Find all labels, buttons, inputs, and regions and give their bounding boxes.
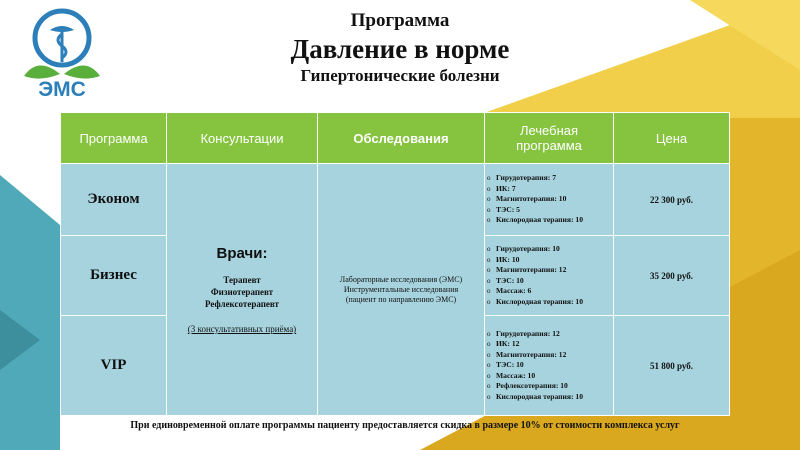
procedures-cell-economy bbox=[485, 164, 614, 236]
doctors-title: Врачи: bbox=[216, 245, 268, 262]
exam-line: (пациент по направлению ЭМС) bbox=[345, 294, 457, 304]
tier-name-vip: VIP bbox=[61, 316, 167, 416]
procedure-item: o Массаж: 6 bbox=[496, 286, 613, 297]
exam-line: Инструментальные исследования bbox=[343, 284, 459, 294]
discount-note: При единовременной оплате программы пациенту предоставляется скидка в размере 10% от стоимости комплекса услуг bbox=[130, 420, 680, 431]
column-header-consultations: Консультации bbox=[167, 113, 318, 164]
program-label: Программа bbox=[350, 10, 450, 31]
program-table bbox=[60, 112, 730, 416]
logo-text: ЭМС bbox=[38, 78, 86, 101]
price-economy: 22 300 руб. bbox=[614, 164, 730, 236]
consultations-cell bbox=[167, 164, 318, 416]
procedure-item: o Кислородная терапия: 10 bbox=[496, 392, 613, 403]
bg-teal-left-shape bbox=[0, 175, 60, 450]
procedure-list bbox=[485, 244, 613, 307]
procedure-item: o ИК: 12 bbox=[496, 339, 613, 350]
procedure-item: o Массаж: 10 bbox=[496, 371, 613, 382]
price-vip: 51 800 руб. bbox=[614, 316, 730, 416]
column-header-examinations: Обследования bbox=[318, 113, 485, 164]
tier-name-business: Бизнес bbox=[61, 236, 167, 316]
examinations-cell bbox=[318, 164, 485, 416]
procedure-item: o Гирудотерапия: 7 bbox=[496, 173, 613, 184]
procedure-item: o Магнитотерапия: 10 bbox=[496, 194, 613, 205]
procedure-item: o Кислородная терапия: 10 bbox=[496, 215, 613, 226]
table-header-row bbox=[61, 113, 730, 164]
column-header-price: Цена bbox=[614, 113, 730, 164]
procedure-item: o ИК: 10 bbox=[496, 255, 613, 266]
procedure-item: o ТЭС: 10 bbox=[496, 360, 613, 371]
doctor-item: Физиотерапевт bbox=[210, 287, 274, 297]
page-header bbox=[140, 8, 660, 88]
procedure-item: o Рефлексотерапия: 10 bbox=[496, 381, 613, 392]
procedure-item: o ТЭС: 10 bbox=[496, 276, 613, 287]
page-subtitle: Гипертонические болезни bbox=[300, 66, 500, 85]
procedure-item: o Магнитотерапия: 12 bbox=[496, 350, 613, 361]
procedures-cell-business bbox=[485, 236, 614, 316]
procedure-list bbox=[485, 173, 613, 226]
exam-line: Лабораторные исследования (ЭМС) bbox=[339, 274, 463, 284]
procedure-list bbox=[485, 329, 613, 403]
procedure-item: o Гирудотерапия: 10 bbox=[496, 244, 613, 255]
column-header-treatment: Лечебная программа bbox=[485, 113, 614, 164]
procedure-item: o ИК: 7 bbox=[496, 184, 613, 195]
column-header-program: Программа bbox=[61, 113, 167, 164]
page-title: Давление в норме bbox=[290, 34, 510, 64]
table-row bbox=[61, 164, 730, 236]
tier-name-economy: Эконом bbox=[61, 164, 167, 236]
price-business: 35 200 руб. bbox=[614, 236, 730, 316]
consultations-note: (3 консультативных приёма) bbox=[187, 324, 297, 334]
procedures-cell-vip bbox=[485, 316, 614, 416]
procedure-item: o ТЭС: 5 bbox=[496, 205, 613, 216]
doctor-item: Терапевт bbox=[223, 275, 261, 285]
doctor-item: Рефлексотерапевт bbox=[205, 299, 279, 309]
procedure-item: o Кислородная терапия: 10 bbox=[496, 297, 613, 308]
procedure-item: o Гирудотерапия: 12 bbox=[496, 329, 613, 340]
procedure-item: o Магнитотерапия: 12 bbox=[496, 265, 613, 276]
